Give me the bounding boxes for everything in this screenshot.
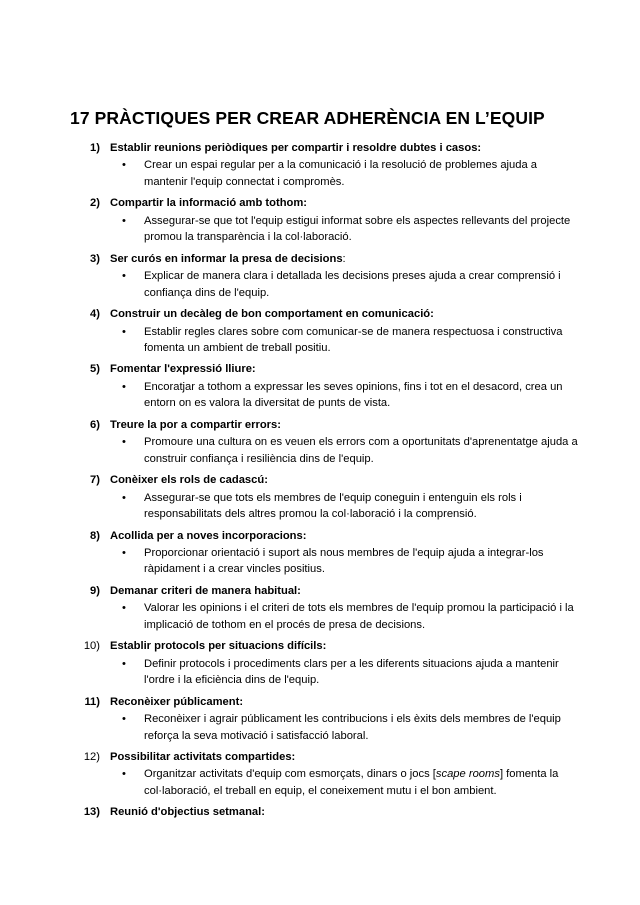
item-heading <box>110 251 578 267</box>
item-number: 12) <box>83 750 100 763</box>
sub-list-item <box>110 324 578 357</box>
sub-list-item <box>110 656 578 689</box>
item-heading-suffix: : <box>342 252 346 265</box>
item-number: 10) <box>83 640 100 653</box>
item-heading: Construir un decàleg de bon comportament en comunicació: <box>110 308 434 321</box>
sub-list <box>110 711 578 744</box>
sub-list-item <box>110 379 578 412</box>
italic-term: scape rooms <box>435 768 500 781</box>
list-item <box>68 583 578 633</box>
sub-list-text: • Reconèixer i agrair públicament les contribucions i els èxits dels membres de l'equip reforça la seva motivació i satisfacció laboral. <box>144 713 561 742</box>
sub-list <box>110 434 578 467</box>
item-number: 3) <box>90 252 100 265</box>
sub-list-item <box>110 268 578 301</box>
sub-list-text: • Establir regles clares sobre com comunicar-se de manera respectuosa i constructiva fomenta un ambient de treball positiu. <box>144 325 563 354</box>
list-item <box>68 140 578 190</box>
sub-list-item <box>110 600 578 633</box>
sub-list <box>110 213 578 246</box>
item-heading-text: Ser curós en informar la presa de decisions <box>110 252 343 265</box>
item-number: 8) <box>90 529 100 542</box>
sub-list-text: • Encoratjar a tothom a expressar les seves opinions, fins i tot en el desacord, crea un entorn on es valora la diversitat de punts de vista. <box>144 380 563 410</box>
sub-list <box>110 545 578 578</box>
item-number: 6) <box>90 418 100 431</box>
item-number: 5) <box>90 363 100 376</box>
sub-list-text: • Assegurar-se que tot l'equip estigui informat sobre els aspectes rellevants del projecte promou la transparència i la col·laboració. <box>144 214 571 244</box>
item-number: 2) <box>90 197 100 210</box>
sub-list-item <box>110 711 578 744</box>
item-number: 4) <box>90 308 100 321</box>
list-item <box>68 749 578 799</box>
item-number: 9) <box>90 584 100 597</box>
sub-list-text: • Explicar de manera clara i detallada les decisions preses ajuda a crear comprensió i confiança dins de l'equip. <box>144 270 561 299</box>
sub-list-text: • Assegurar-se que tots els membres de l'equip coneguin i entenguin els rols i responsabilitats dels altres promou la col·laboració i la comprensió. <box>144 491 522 521</box>
sub-list-item <box>110 766 578 799</box>
sub-list-item <box>110 490 578 523</box>
sub-list-text: • Organitzar activitats d'equip com esmorçats, dinars o jocs [scape rooms] fomenta la col·laboració, el treball en equip, el coneixement mutu i el bon ambient. <box>144 768 559 797</box>
item-heading: Demanar criteri de manera habitual: <box>110 584 301 597</box>
sub-list <box>110 324 578 357</box>
list-item <box>68 195 578 245</box>
sub-list-text: • Valorar les opinions i el criteri de tots els membres de l'equip promou la participació i la implicació de tothom en el procés de presa de decisions. <box>144 602 574 631</box>
item-number: 7) <box>90 474 100 487</box>
list-item <box>68 306 578 356</box>
item-heading: Acollida per a noves incorporacions: <box>110 529 307 542</box>
list-item <box>68 472 578 522</box>
item-number: 13) <box>83 806 100 819</box>
page-title: 17 PRÀCTIQUES PER CREAR ADHERÈNCIA EN L’EQUIP <box>70 108 545 128</box>
list-item <box>68 251 578 301</box>
item-heading: Treure la por a compartir errors: <box>110 418 281 431</box>
sub-list-text: • Proporcionar orientació i suport als nous membres de l'equip ajuda a integrar-los ràpidament i a crear vincles positius. <box>144 546 544 576</box>
sub-list <box>110 157 578 190</box>
sub-list <box>110 766 578 799</box>
item-heading: Fomentar l'expressió lliure: <box>110 363 256 376</box>
item-heading: Establir protocols per situacions difícils: <box>110 640 327 653</box>
item-heading: Reconèixer públicament: <box>110 695 244 708</box>
sub-list-item <box>110 157 578 190</box>
sub-list-text: • Definir protocols i procediments clars per a les diferents situacions ajuda a mantenir l'ordre i la eficiència dins de l'equip. <box>144 657 559 687</box>
sub-list-item <box>110 213 578 246</box>
item-heading: Compartir la informació amb tothom: <box>110 197 308 210</box>
item-number: 1) <box>90 142 100 154</box>
sub-list <box>110 600 578 633</box>
sub-list <box>110 656 578 689</box>
sub-list-text: • Crear un espai regular per a la comunicació i la resolució de problemes ajuda a mantenir l'equip connectat i compromès. <box>144 159 538 188</box>
list-item <box>68 361 578 411</box>
item-heading: Possibilitar activitats compartides: <box>110 750 296 763</box>
item-number: 11) <box>84 695 100 708</box>
sub-list-item <box>110 434 578 467</box>
list-item <box>68 804 578 820</box>
list-item <box>68 417 578 467</box>
item-heading: Establir reunions periòdiques per compartir i resoldre dubtes i casos: <box>110 142 482 154</box>
list-item <box>68 638 578 688</box>
sub-list <box>110 490 578 523</box>
sub-list-item <box>110 545 578 578</box>
item-heading: Reunió d'objectius setmanal: <box>110 806 265 819</box>
sub-list <box>110 268 578 301</box>
list-item <box>68 694 578 744</box>
practices-list <box>68 140 578 821</box>
sub-list <box>110 379 578 412</box>
sub-list-text: • Promoure una cultura on es veuen els errors com a oportunitats d'aprenentatge ajuda a construir confiança i resiliència dins de l'equip. <box>144 436 578 465</box>
list-item <box>68 528 578 578</box>
item-heading: Conèixer els rols de cadascú: <box>110 474 268 487</box>
